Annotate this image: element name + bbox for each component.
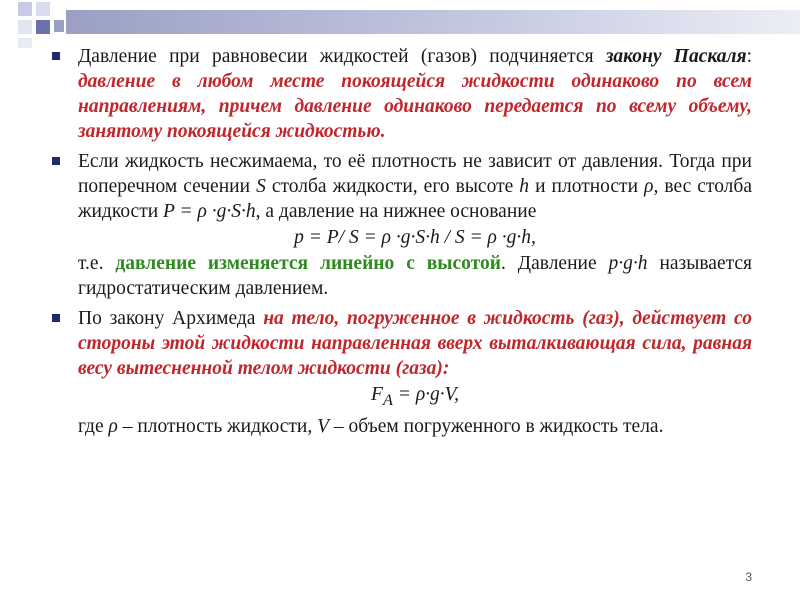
text: называется гидростатическим давлением. (78, 253, 752, 299)
bullet-icon (52, 52, 60, 60)
text: , вес столба жидкости (78, 176, 752, 222)
highlight-definition: давление в любом месте покоящейся жидкости одинаково по всем направлениям, причем давление одинаково передается по всему объему, занятому покоящейся жидкостью. (78, 71, 752, 142)
text: : (746, 46, 752, 67)
symbol: ρ (108, 415, 118, 437)
paragraph-hydrostatic (50, 149, 752, 301)
decor-square (18, 38, 32, 48)
formula-inline: p·g·h (608, 253, 648, 274)
decor-square (18, 2, 32, 16)
highlight-archimedes: на тело, погруженное в жидкость (газ), действует со стороны этой жидкости направленная вверх выталкивающая сила, равная весу вытесненной телом жидкости (газа): (78, 308, 752, 379)
law-name: закону Паскаля (605, 46, 747, 67)
symbol: h (519, 176, 530, 197)
formula-pressure: p = P/ S = ρ ·g·S·h / S = ρ ·g·h, (294, 227, 536, 248)
paragraph-pascal (50, 44, 752, 144)
text: и плотности (529, 176, 645, 197)
formula-subscript: A (382, 390, 393, 409)
text: Если жидкость несжимаема, то её плотность не зависит от давления. Тогда при поперечном сечении (78, 151, 752, 197)
formula-archimedes (78, 382, 752, 413)
formula-rest: = ρ·g·V, (392, 384, 459, 405)
text: , а давление на нижнее основание (255, 201, 537, 222)
page-number: 3 (745, 570, 752, 584)
text: т.е. (78, 253, 116, 274)
symbol: ρ (644, 176, 654, 197)
text: столба жидкости, его высоте (265, 176, 520, 197)
decor-square (18, 20, 32, 34)
symbol: S (256, 176, 266, 197)
text: . Давление (501, 253, 609, 274)
text: Давление при равновесии жидкостей (газов) подчиняется (78, 46, 606, 67)
symbol: V (317, 415, 329, 437)
bullet-icon (52, 157, 60, 165)
decor-square (36, 20, 50, 34)
slide-content (50, 44, 752, 444)
decor-square (36, 2, 50, 16)
header-bar (66, 10, 800, 34)
text: По закону Архимеда (78, 308, 264, 329)
decor-square (54, 20, 64, 32)
paragraph-archimedes (50, 306, 752, 439)
formula-inline: P = ρ ·g·S·h (163, 201, 256, 222)
formula-symbol: F (371, 384, 383, 405)
text: – плотность жидкости, (117, 415, 318, 437)
highlight-linear: давление изменяется линейно с высотой (115, 253, 501, 274)
text: – объем погруженного в жидкость тела. (329, 415, 664, 437)
bullet-icon (52, 314, 60, 322)
text: где (78, 415, 109, 437)
